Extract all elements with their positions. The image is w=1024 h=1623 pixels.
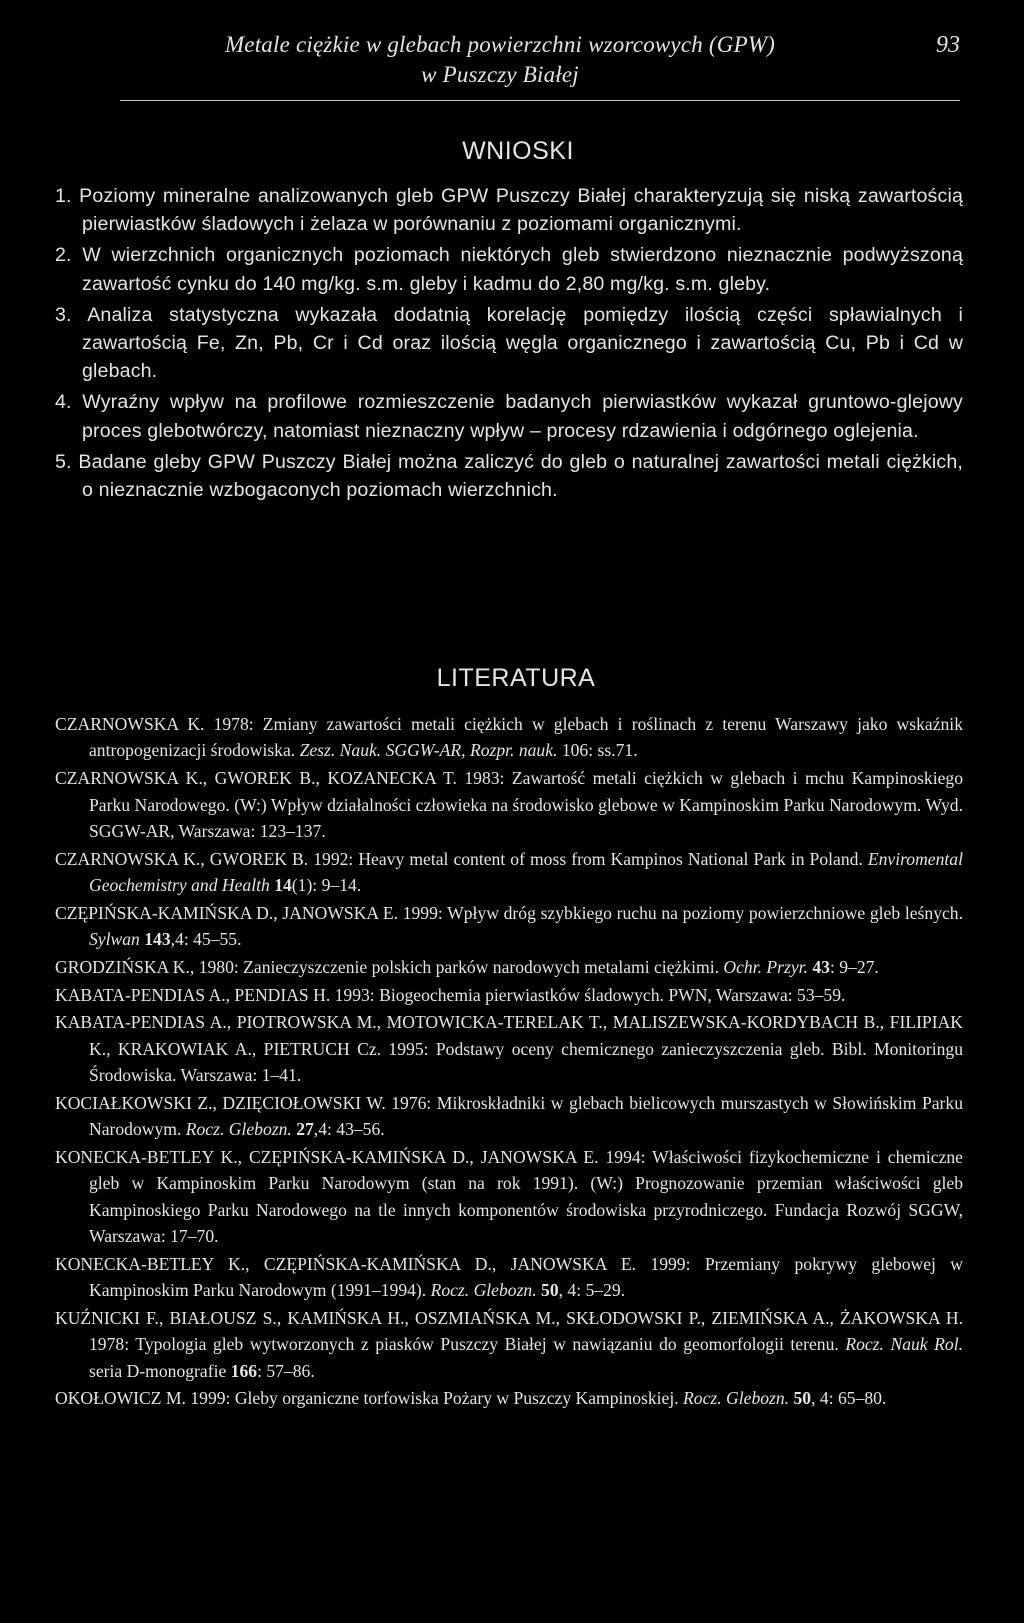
reference-source-title: Enviromental Geochemistry and Health [89,848,963,896]
reference-text: KUŹNICKI F., BIAŁOUSZ S., KAMIŃSKA H., OSZMIAŃSKA M., SKŁODOWSKI P., ZIEMIŃSKA A., ŻAKOWSKA H. 1978: Typologia gleb wytworzonych z piasków Puszczy Białej w nawiązaniu do geomorfologii terenu. [55,1307,963,1355]
conclusion-item: 5. Badane gleby GPW Puszczy Białej można zaliczyć do gleb o naturalnej zawartości metali ciężkich, o nieznacznie wzbogaconych poziomach wierzchnich. [55,450,963,502]
references-list [55,711,963,1413]
reference-entry [55,765,963,844]
reference-entry [55,1305,963,1384]
reference-volume: 143 [144,929,171,950]
conclusions-list [55,182,963,507]
reference-text: , 4: 65–80. [811,1388,887,1409]
reference-entry [55,1385,963,1411]
reference-text: seria D-monografie [89,1360,231,1381]
reference-source-title: Rocz. Glebozn. [683,1388,790,1409]
reference-volume: 27 [296,1119,314,1140]
reference-entry [55,846,963,899]
literature-heading: LITERATURA [436,664,596,692]
reference-volume: 43 [812,956,830,977]
reference-entry [55,954,963,980]
reference-source-title: Rocz. Glebozn. [430,1280,537,1301]
reference-text: CZARNOWSKA K., GWOREK B. 1992: Heavy metal content of moss from Kampinos National Park in Poland. [55,848,868,869]
reference-source-title: Rocz. Nauk Rol. [845,1334,963,1355]
reference-text: ,4: 45–55. [170,929,242,950]
running-title-line-2: w Puszczy Białej [421,62,579,87]
reference-volume: 166 [230,1360,258,1381]
conclusion-item: 2. W wierzchnich organicznych poziomach niektórych gleb stwierdzono nieznacznie podwyższoną zawartość cynku do 140 mg/kg. s.m. gleby i kadmu do 2,80 mg/kg. s.m. gleby. [55,244,963,295]
reference-entry [55,1251,963,1304]
reference-volume: 50 [793,1388,812,1409]
reference-entry [55,982,963,1008]
conclusion-item: 3. Analiza statystyczna wykazała dodatnią korelację pomiędzy ilością części spławialnych i zawartością Fe, Zn, Pb, Cr i Cd oraz ilością węgla organicznego i zawartością Cu, Pb i Cd w glebach. [55,303,963,383]
reference-text: : 9–27. [829,956,879,977]
conclusions-heading: WNIOSKI [462,137,574,165]
reference-text: KONECKA-BETLEY K., CZĘPIŃSKA-KAMIŃSKA D., JANOWSKA E. 1994: Właściwości fizykochemiczne i chemiczne gleb w Kampinoskim Parku Narodowym (stan na rok 1991). (W:) Prognozowanie przemian właściwości gleb Kampinoskiego Parku Narodowego na tle innych komponentów środowiska przyrodniczego. Fundacja Rozwój SGGW, Warszawa: 17–70. [55,1146,963,1247]
conclusion-item: 1. Poziomy mineralne analizowanych gleb GPW Puszczy Białej charakteryzują się niską zawartością pierwiastków śladowych i żelaza w porównaniu z poziomami organicznymi. [55,185,963,236]
reference-text: CZĘPIŃSKA-KAMIŃSKA D., JANOWSKA E. 1999: Wpływ dróg szybkiego ruchu na poziomy powierzchniowe gleb leśnych. [55,902,963,923]
reference-text: ,4: 43–56. [313,1119,385,1140]
reference-entry [55,900,963,953]
page-number: 93 [936,32,960,58]
reference-entry [55,1144,963,1250]
reference-source-title: Zesz. Nauk. SGGW-AR, Rozpr. nauk. [299,740,558,761]
running-header [120,30,960,101]
reference-text: , 4: 5–29. [558,1280,626,1301]
reference-text: : 57–86. [257,1360,315,1381]
reference-text: KABATA-PENDIAS A., PIOTROWSKA M., MOTOWICKA-TERELAK T., MALISZEWSKA-KORDYBACH B., FILIPIAK K., KRAKOWIAK A., PIETRUCH Cz. 1995: Podstawy oceny chemicznego zanieczyszczenia gleb. Bibl. Monitoringu Środowiska. Warszawa: 1–41. [55,1012,963,1086]
reference-entry [55,1009,963,1088]
conclusion-item: 4. Wyraźny wpływ na profilowe rozmieszczenie badanych pierwiastków wykazał gruntowo-glejowy proces glebotwórczy, natomiast nieznaczny wpływ – procesy rdzawienia i odgórnego oglejenia. [55,391,963,442]
reference-source-title: Sylwan [89,929,140,950]
reference-text: (1): 9–14. [291,875,362,896]
reference-text: KONECKA-BETLEY K., CZĘPIŃSKA-KAMIŃSKA D., JANOWSKA E. 1999: Przemiany pokrywy glebowej w Kampinoskim Parku Narodowym (1991–1994). [55,1253,963,1301]
reference-text: 106: ss.71. [557,740,638,761]
reference-text: OKOŁOWICZ M. 1999: Gleby organiczne torfowiska Pożary w Puszczy Kampinoskiej. [55,1388,684,1409]
reference-volume: 14 [274,875,292,896]
reference-text: KOCIAŁKOWSKI Z., DZIĘCIOŁOWSKI W. 1976: Mikroskładniki w glebach bielicowych murszastych w Słowińskim Parku Narodowym. [55,1092,963,1140]
reference-text: CZARNOWSKA K. 1978: Zmiany zawartości metali ciężkich w glebach i roślinach z terenu Warszawy jako wskaźnik antropogenizacji środowiska. [55,714,963,761]
reference-source-title: Ochr. Przyr. [723,956,808,977]
reference-volume: 50 [541,1280,559,1301]
running-title-line-1: Metale ciężkie w glebach powierzchni wzorcowych (GPW) [224,32,776,57]
reference-source-title: Rocz. Glebozn. [185,1119,292,1140]
reference-text: GRODZIŃSKA K., 1980: Zanieczyszczenie polskich parków narodowych metalami ciężkimi. [55,956,724,977]
reference-text: KABATA-PENDIAS A., PENDIAS H. 1993: Biogeochemia pierwiastków śladowych. PWN, Warszawa: 53–59. [55,984,846,1005]
reference-entry [55,1090,963,1143]
reference-text: CZARNOWSKA K., GWOREK B., KOZANECKA T. 1983: Zawartość metali ciężkich w glebach i mchu Kampinoskiego Parku Narodowego. (W:) Wpływ działalności człowieka na środowisko glebowe w Kampinoskim Parku Narodowym. Wyd. SGGW-AR, Warszawa: 123–137. [55,768,963,841]
reference-entry [55,711,963,764]
running-title [170,30,830,90]
